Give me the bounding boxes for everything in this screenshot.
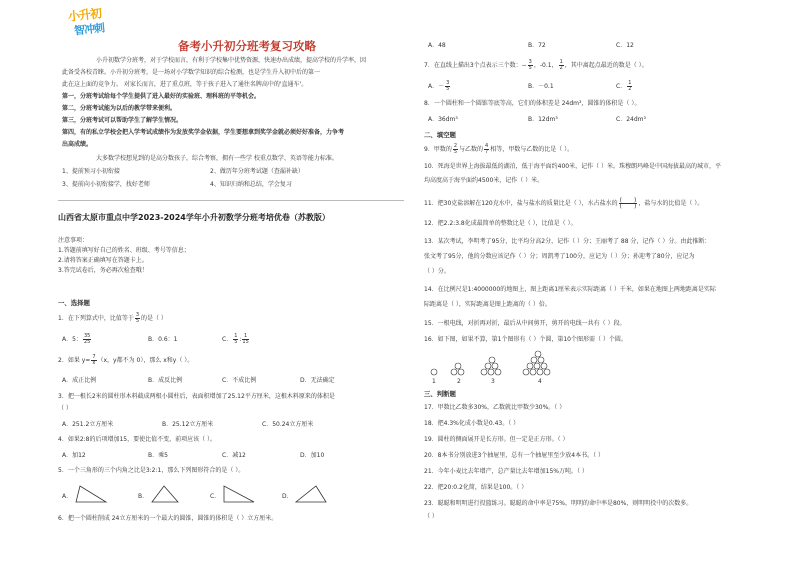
guide-title: 备考小升初分班考复习攻略 xyxy=(178,39,316,53)
brand-logo xyxy=(62,6,120,36)
question-13a: 13．某次考试，李明考了95分，比平均分高2分，记作（ ）分；王丽考了 88 分，记作（ ）分。由此推断： xyxy=(424,238,711,245)
figure-label-2: 2 xyxy=(457,378,461,385)
question-8: 8．一个圆柱和一个圆锥等底等高，它们的体积差是 24dm³，圆锥的体积是（ ）。 xyxy=(424,100,641,107)
question-15: 15．一根电线，对折再对折，最后从中间剪开，剪开的电线一共有（ ）段。 xyxy=(424,320,626,327)
triangle-a-icon xyxy=(74,484,108,504)
triangle-b-icon xyxy=(150,484,180,504)
q4-option-c: C．减12 xyxy=(222,452,246,459)
q8-option-a: A．36dm³ xyxy=(428,116,458,123)
note-1: 1.答题前填写好自己的姓名、班级、考号等信息； xyxy=(58,247,190,254)
q5-option-c: C． xyxy=(210,493,221,500)
section-fill: 二、填空题 xyxy=(424,131,456,139)
guide-tip-4: 4、知识归纳和总结，学会复习 xyxy=(210,181,292,188)
circle-pattern-figure xyxy=(428,350,588,380)
guide-point-1: 第一，分班考试给每个学生提供了进入最好的实验班、理科班的平等机会。 xyxy=(62,93,261,100)
q6-option-c: C．12 xyxy=(616,42,634,49)
q7-option-b: B．－0.1 xyxy=(528,83,554,90)
question-12: 12．把2.2:3.8化成最简单的整数比是（ ），比值是（ ）。 xyxy=(424,220,577,227)
section-judge: 三、判断题 xyxy=(424,390,456,398)
q2-option-c: C．不成比例 xyxy=(222,377,257,384)
question-14a: 14．在比例尺是1:4000000的地图上，图上距离1厘米表示实际距离（ ）千米，如果在地图上两地距离是实际 xyxy=(424,286,716,293)
question-13c: （ ）分。 xyxy=(424,268,450,275)
figure-label-3: 3 xyxy=(491,378,495,385)
guide-intro-2: 此备受各校青睐。小升初分班考，是一场对小学数学知识的综合检测，也是学生升入初中后的第一 xyxy=(62,69,321,76)
question-21: 21．今年小麦比去年增产，总产量比去年增加15%万吨。（ ） xyxy=(424,468,588,475)
fraction: $\frac{3}{5}$ xyxy=(135,312,140,324)
guide-point-2: 第二，分班考试能为以后的教学带来便利。 xyxy=(62,105,177,112)
note-2: 2.请将答案正确填写在答题卡上。 xyxy=(58,257,148,264)
q1-option-b: B．0.6：1 xyxy=(148,336,178,343)
q1-option-c: C． $\frac{1}{5}$ : $\frac{1}{15}$ xyxy=(222,333,249,345)
guide-intro-1: 小升初数学分班考，对于学校而言，有利于学校集中优势资源，快速办出成绩，提高学校的升学率，因 xyxy=(96,57,367,64)
guide-point-3: 第三，分班考试可以帮助学生了解学生情况。 xyxy=(62,117,183,124)
question-5: 5．一个三角形的三个内角之比是3:2:1，那么下列图形符合的是（ ）。 xyxy=(58,467,245,474)
question-9: 9．甲数的 $\frac{2}{5}$ 与乙数的 $\frac{4}{7}$ 相等，甲数与乙数的比是（ ）。 xyxy=(424,143,574,155)
question-19: 19．圆柱的侧面展开是长方形。但一定是正方形。（ ） xyxy=(424,436,569,443)
logo-line1: 小升初 xyxy=(67,6,102,24)
q4-option-b: B．乘5 xyxy=(148,452,168,459)
question-4: 4．如果2:8的后项增加15，要使比值不变，前项应该（ ）。 xyxy=(58,436,217,443)
guide-point-4a: 第四，有的私立学校会把入学考试成绩作为发放奖学金依据，学生要想拿到奖学金就必须好好准备，力争考 xyxy=(62,129,345,136)
q4-option-d: D．加10 xyxy=(300,452,325,459)
question-10a: 10．死海是世界上海拔最低的湖泊，低于海平面约400米，记作（ ）米。珠穆朗玛峰是中国海拔最高的城市，平 xyxy=(424,163,721,170)
question-6: 6．把一个圆柱削成 24立方厘米的一个最大的圆锥，圆锥的体积是（ ）立方厘米。 xyxy=(58,515,278,522)
q5-option-d: D． xyxy=(282,493,293,500)
q3-option-a: A．251.2立方厘米 xyxy=(62,421,114,428)
question-23a: 23．聪聪和明明进行投篮练习。聪聪的命中率是75%，明明的命中率是80%，则明明投中的次数多。 xyxy=(424,500,693,507)
q3-option-c: C．50.24立方厘米 xyxy=(262,421,314,428)
question-17: 17．甲数比乙数多30%，乙数就比甲数少30%。（ ） xyxy=(424,404,566,411)
logo-line2: 智冲刺 xyxy=(73,21,105,38)
section-choice: 一、选择题 xyxy=(58,299,90,307)
guide-tip-3: 3、提前向小初衔接学，找好老师 xyxy=(62,181,150,188)
question-2: 2．如果 y= $\frac{7}{x}$ （x，y都不为 0），那么 x和y（ ）。 xyxy=(58,354,194,366)
question-10b: 均高度高于海平面约4500米，记作（ ）米。 xyxy=(424,177,544,184)
guide-point-5: 大多数学校想见到的是高分数孩子，综合考察，拥有一些学 校重点数学、英语等能力标准。 xyxy=(96,155,338,162)
guide-tip-1: 1、提前预习小初衔接 xyxy=(62,168,120,175)
question-11: 11．把30克盐溶解在120克水中，盐与盐水的质量比是（ ），水占盐水的 $\frac{( )}{( )}$ ，盐与水的比值是（ ）。 xyxy=(424,197,704,210)
guide-tip-2: 2、做历年分班考试题（查漏补缺） xyxy=(210,168,304,175)
question-3-blank: （ ） xyxy=(58,405,72,412)
q7-option-c: C． $\frac{1}{2}$ xyxy=(616,80,632,92)
q7-option-a: A．－ $\frac{3}{5}$ xyxy=(428,80,450,92)
question-23b: （ ） xyxy=(424,513,438,520)
q1-option-a: A．5： $\frac{35}{25}$ xyxy=(62,333,91,345)
figure-label-1: 1 xyxy=(432,378,436,385)
triangle-c-icon xyxy=(222,484,256,504)
guide-point-4b: 出高成绩。 xyxy=(62,141,93,148)
q6-option-b: B．72 xyxy=(528,42,546,49)
question-18: 18．把4.3%化成小数是0.43。（ ） xyxy=(424,420,520,427)
q4-option-a: A．加12 xyxy=(62,452,86,459)
question-1: 1．在下列算式中，比值等于 $\frac{3}{5}$ 的是（ ） xyxy=(58,312,167,324)
q5-option-b: B． xyxy=(138,493,149,500)
triangle-d-icon xyxy=(294,484,328,504)
notes-heading: 注意事项： xyxy=(58,237,89,244)
question-22: 22．把20:0.2化简，结果是100。（ ） xyxy=(424,484,528,491)
q2-option-b: B．成反比例 xyxy=(148,377,183,384)
question-20: 20．8本书分别放进3个抽屉里，总有一个抽屉里至少放4本书。（ ） xyxy=(424,452,604,459)
figure-label-4: 4 xyxy=(538,378,542,385)
question-14b: 际距离是（ ），实际距离是图上距离的（ ）倍。 xyxy=(424,301,551,308)
q8-option-c: C．24dm³ xyxy=(616,116,646,123)
exam-title: 山西省太原市重点中学2023-2024学年小升初数学分班考培优卷（苏教版） xyxy=(58,213,330,222)
q6-option-a: A．48 xyxy=(428,42,446,49)
question-13b: 张文考了95分，他的分数应该记作（ ）分；周凯考了100分，应记为（ ）分；孙迎考了80分，应记为 xyxy=(424,253,695,260)
note-3: 3.答完试卷后，务必再次检查哦！ xyxy=(58,267,148,274)
q8-option-b: B．12dm³ xyxy=(528,116,558,123)
q2-option-d: D．无法确定 xyxy=(300,377,335,384)
divider xyxy=(58,200,404,201)
question-7: 7．在直线上描出3个点表示三个数：− $\frac{3}{5}$ ，-0.1， $\frac{1}{2}$ ，其中离起点最近的数是（ ）。 xyxy=(424,59,648,71)
q2-option-a: A．成正比例 xyxy=(62,377,97,384)
question-3: 3．把一根长2米的圆柱形木料截成两根小圆柱后，表面积增加了25.12平方厘米，这根木料原来的体积是 xyxy=(58,393,335,400)
q3-option-b: B．25.12立方厘米 xyxy=(162,421,214,428)
question-16: 16．如下图，如果不算，第1个图形有（ ）个圆，第10个图形需（ ）个圆。 xyxy=(424,336,627,343)
q5-option-a: A． xyxy=(62,493,73,500)
guide-intro-3: 此在这上面的竞争力。 对家长而言，进了重点班，等于孩子进入了通往名牌高中的'直通车'。 xyxy=(62,81,308,88)
